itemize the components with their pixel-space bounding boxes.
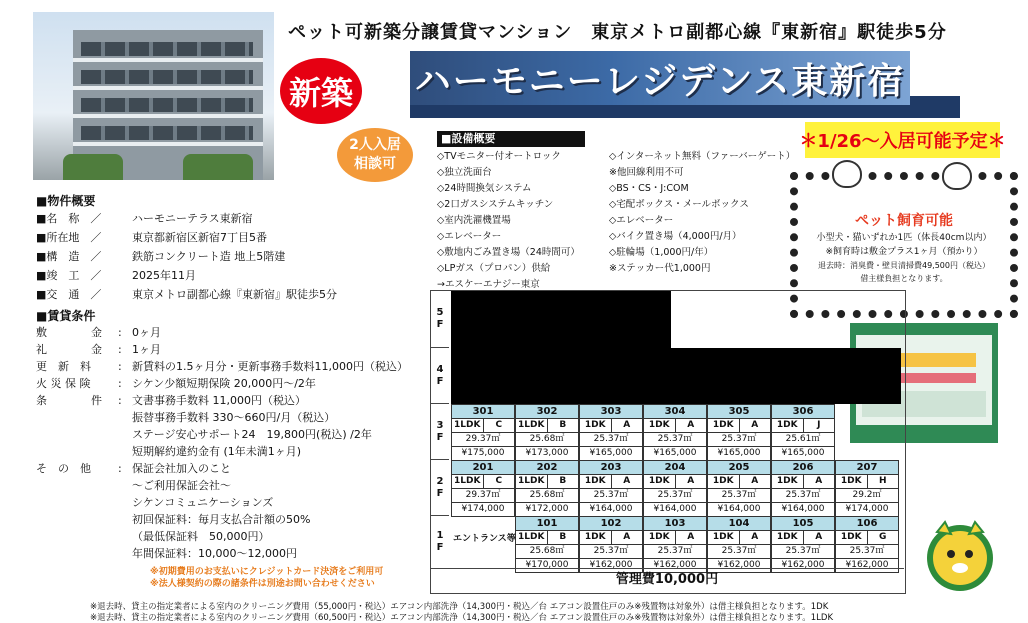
unit-rent: ¥170,000 — [515, 559, 579, 573]
property-name-banner: ハーモニーレジデンス東新宿 — [410, 51, 910, 105]
equipment-item: ◇エレベーター — [437, 231, 502, 242]
pet-title: ペット飼育可能 — [855, 213, 953, 229]
couple-badge — [337, 128, 413, 182]
equipment-item: ※他回線利用不可 — [609, 167, 684, 178]
unit-cell — [451, 404, 515, 461]
overview-row — [36, 286, 337, 305]
conditions-value: 文書事務手数料 11,000円（税込） — [132, 394, 306, 407]
unit-area: 25.37㎡ — [771, 489, 835, 503]
mascot-icon — [925, 518, 995, 596]
unit-number: 104 — [707, 516, 771, 531]
unit-number: 302 — [515, 404, 579, 419]
conditions-colon: : — [118, 326, 122, 339]
equipment-item: ◇室内洗濯機置場 — [437, 215, 511, 226]
equipment-item: →エスケーエナジー東京 — [437, 279, 540, 290]
equipment-section — [437, 131, 797, 290]
conditions-list — [36, 324, 408, 562]
unit-cell — [835, 460, 899, 517]
footer-note: ※退去時、貸主の指定業者による室内のクリーニング費用（60,500円・税込）エアコン内部洗浄（14,300円・税込／台 エアコン設置住戸のみ※残置物は対象外）は借主様負担となります。1LDK — [90, 613, 834, 623]
unit-number: 201 — [451, 460, 515, 475]
conditions-row — [36, 494, 408, 511]
unit-area: 25.37㎡ — [771, 545, 835, 559]
unit-layout: 1LDK C — [451, 475, 515, 489]
overview-label: ■竣 工 ／ — [36, 269, 102, 282]
unit-rent: ¥172,000 — [515, 503, 579, 517]
floor-table — [430, 290, 906, 594]
new-build-badge: 新築 — [280, 58, 362, 124]
overview-value: 東京都新宿区新宿7丁目5番 — [132, 231, 267, 244]
equipment-item: ◇LPガス（プロパン）供給 — [437, 263, 551, 274]
unit-rent: ¥175,000 — [451, 447, 515, 461]
unit-rent: ¥165,000 — [579, 447, 643, 461]
unit-rent: ¥165,000 — [771, 447, 835, 461]
overview-title: ■物件概要 — [36, 194, 96, 208]
equipment-left — [437, 149, 580, 293]
unit-rent: ¥174,000 — [835, 503, 899, 517]
conditions-row — [36, 528, 408, 545]
unit-rent: ¥165,000 — [707, 447, 771, 461]
unit-cell — [707, 460, 771, 517]
unit-cell — [771, 404, 835, 461]
overview-value: 2025年11月 — [132, 269, 196, 282]
unit-area: 29.37㎡ — [451, 433, 515, 447]
overview-value: ハーモニーテラス東新宿 — [132, 212, 253, 225]
couple-badge-line2: 相談可 — [354, 156, 396, 172]
conditions-row — [36, 477, 408, 494]
overview-value: 鉄筋コンクリート造 地上5階建 — [132, 250, 286, 263]
unit-layout: 1DK A — [643, 475, 707, 489]
overview-label: ■交 通 ／ — [36, 288, 102, 301]
floor-label: 2 F — [431, 460, 449, 516]
unit-rent: ¥173,000 — [515, 447, 579, 461]
unit-cell — [515, 404, 579, 461]
corporate-note: ※法人様契約の際の諸条件は別途お問い合わせください — [150, 579, 375, 589]
footer-note: ※退去時、貸主の指定業者による室内のクリーニング費用（55,000円・税込）エアコン内部洗浄（14,300円・税込／台 エアコン設置住戸のみ※残置物は対象外）は借主様負担となります。1DK — [90, 602, 829, 612]
unit-rent: ¥162,000 — [771, 559, 835, 573]
floor-label: 1 F — [431, 516, 449, 569]
unit-number: 304 — [643, 404, 707, 419]
unit-number: 306 — [771, 404, 835, 419]
unit-number: 105 — [771, 516, 835, 531]
unit-number: 305 — [707, 404, 771, 419]
conditions-value: 初回保証料：毎月支払合計額の50% — [132, 513, 311, 526]
unit-area: 25.37㎡ — [707, 433, 771, 447]
equipment-item: ◇敷地内ごみ置き場（24時間可） — [437, 247, 580, 258]
conditions-value: シケン少額短期保険 20,000円～/2年 — [132, 377, 316, 390]
unit-layout: 1DK A — [643, 531, 707, 545]
unit-cell — [771, 460, 835, 517]
headline: ペット可新築分譲賃貸マンション 東京メトロ副都心線『東新宿』駅徒歩5分 — [288, 22, 947, 43]
overview-label: ■名 称 ／ — [36, 212, 102, 225]
overview-row — [36, 267, 337, 286]
conditions-label: 火 災 保 険 — [36, 377, 91, 390]
conditions-title: ■賃貸条件 — [36, 309, 96, 323]
conditions-colon: : — [118, 360, 122, 373]
equipment-right — [609, 149, 795, 277]
conditions-value: ～ご利用保証会社～ — [132, 479, 231, 492]
cat-icon — [832, 160, 862, 188]
conditions-label: 礼 金 — [36, 343, 102, 356]
unit-rent: ¥162,000 — [835, 559, 899, 573]
unit-layout: 1DK A — [707, 475, 771, 489]
unit-cell — [579, 460, 643, 517]
conditions-value: 0ヶ月 — [132, 326, 161, 339]
cat-icon — [942, 162, 972, 190]
unit-cell — [515, 516, 579, 573]
unit-number: 102 — [579, 516, 643, 531]
unit-cell — [643, 404, 707, 461]
conditions-row — [36, 324, 408, 341]
unit-cell — [643, 516, 707, 573]
unit-number: 303 — [579, 404, 643, 419]
unit-cell — [451, 460, 515, 517]
conditions-value: 新賃料の1.5ヶ月分・更新事務手数料11,000円（税込） — [132, 360, 408, 373]
floor-label: 3 F — [431, 404, 449, 460]
unit-cell — [835, 516, 899, 573]
unit-layout: 1DK H — [835, 475, 899, 489]
unit-number: 103 — [643, 516, 707, 531]
unit-number: 204 — [643, 460, 707, 475]
equipment-item: ◇エレベーター — [609, 215, 674, 226]
pet-line: 借主様負担となります。 — [860, 274, 948, 283]
unit-cell — [579, 516, 643, 573]
conditions-label: 敷 金 — [36, 326, 102, 339]
unit-rent: ¥162,000 — [707, 559, 771, 573]
unit-cell — [707, 404, 771, 461]
conditions-row — [36, 511, 408, 528]
unit-layout: 1DK A — [707, 531, 771, 545]
conditions-row — [36, 341, 408, 358]
unit-area: 25.37㎡ — [643, 489, 707, 503]
overview-row — [36, 210, 337, 229]
couple-badge-line1: 2人入居 — [349, 137, 401, 153]
overview-list — [36, 210, 337, 305]
unit-area: 25.37㎡ — [707, 489, 771, 503]
entrance-label: エントランス等 — [453, 534, 516, 544]
overview-label: ■構 造 ／ — [36, 250, 102, 263]
equipment-item: ◇TVモニター付オートロック — [437, 151, 561, 162]
conditions-row — [36, 392, 408, 409]
unit-layout: 1DK A — [771, 475, 835, 489]
conditions-value: シケンコミュニケーションズ — [132, 496, 274, 509]
pet-line: ※飼育時は敷金プラス1ヶ月（預かり） — [825, 247, 983, 257]
management-fee: 管理費10,000円 — [430, 568, 904, 591]
conditions-colon: : — [118, 343, 122, 356]
redacted-block — [451, 348, 901, 404]
conditions-row — [36, 375, 408, 392]
conditions-row — [36, 358, 408, 375]
unit-area: 25.68㎡ — [515, 433, 579, 447]
equipment-item: ◇24時間換気システム — [437, 183, 532, 194]
unit-cell — [771, 516, 835, 573]
conditions-row — [36, 545, 408, 562]
unit-area: 25.37㎡ — [579, 489, 643, 503]
unit-area: 25.37㎡ — [643, 545, 707, 559]
conditions-value: 保証会社加入のこと — [132, 462, 231, 475]
unit-number: 203 — [579, 460, 643, 475]
unit-number: 202 — [515, 460, 579, 475]
unit-area: 25.37㎡ — [707, 545, 771, 559]
pet-line: 小型犬・猫いずれか1匹（体長40cm以内） — [816, 233, 992, 243]
equipment-title: ■設備概要 — [437, 131, 585, 147]
unit-area: 29.37㎡ — [451, 489, 515, 503]
conditions-label: 更 新 料 — [36, 360, 91, 373]
conditions-row — [36, 409, 408, 426]
unit-layout: 1DK A — [579, 419, 643, 433]
equipment-item: ◇バイク置き場（4,000円/月） — [609, 231, 742, 242]
unit-layout: 1LDK B — [515, 419, 579, 433]
equipment-item: ◇宅配ボックス・メールボックス — [609, 199, 749, 210]
unit-layout: 1LDK C — [451, 419, 515, 433]
unit-area: 25.37㎡ — [579, 433, 643, 447]
conditions-value: ステージ安心サポート24 19,800円(税込) /2年 — [132, 428, 372, 441]
unit-number: 207 — [835, 460, 899, 475]
building-photo — [33, 12, 274, 180]
conditions-row — [36, 460, 408, 477]
unit-layout: 1DK A — [579, 475, 643, 489]
unit-layout: 1DK G — [835, 531, 899, 545]
equipment-item: ◇2口ガスシステムキッチン — [437, 199, 554, 210]
unit-number: 101 — [515, 516, 579, 531]
conditions-row — [36, 426, 408, 443]
conditions-value: 年間保証料：10,000～12,000円 — [132, 547, 297, 560]
unit-cell — [515, 460, 579, 517]
equipment-item: ◇BS・CS・J:COM — [609, 183, 689, 194]
unit-number: 205 — [707, 460, 771, 475]
conditions-value: 振替事務手数料 330～660円/月（税込） — [132, 411, 336, 424]
unit-area: 29.2㎡ — [835, 489, 899, 503]
conditions-notes — [150, 566, 383, 590]
unit-layout: 1DK A — [643, 419, 707, 433]
unit-area: 25.37㎡ — [643, 433, 707, 447]
unit-rent: ¥164,000 — [707, 503, 771, 517]
unit-area: 25.68㎡ — [515, 489, 579, 503]
conditions-value: 1ヶ月 — [132, 343, 161, 356]
pet-line: 退去時：消臭費・壁貝清掃費49,500円（税込） — [818, 261, 990, 270]
conditions-colon: : — [118, 394, 122, 407]
unit-cell — [707, 516, 771, 573]
unit-rent: ¥164,000 — [643, 503, 707, 517]
unit-rent: ¥162,000 — [579, 559, 643, 573]
unit-layout: 1LDK B — [515, 531, 579, 545]
unit-rent: ¥164,000 — [579, 503, 643, 517]
unit-layout: 1LDK B — [515, 475, 579, 489]
conditions-colon: : — [118, 377, 122, 390]
unit-area: 25.37㎡ — [579, 545, 643, 559]
overview-row — [36, 229, 337, 248]
unit-area: 25.61㎡ — [771, 433, 835, 447]
unit-area: 25.68㎡ — [515, 545, 579, 559]
overview-row — [36, 248, 337, 267]
overview-label: ■所在地 ／ — [36, 231, 102, 244]
equipment-item: ◇駐輪場（1,000円/年） — [609, 247, 714, 258]
unit-rent: ¥165,000 — [643, 447, 707, 461]
unit-cell — [643, 460, 707, 517]
equipment-item: ※ステッカー代1,000円 — [609, 263, 711, 274]
unit-area: 25.37㎡ — [835, 545, 899, 559]
credit-card-note: ※初期費用のお支払いにクレジットカード決済をご利用可 — [150, 567, 384, 577]
unit-rent: ¥162,000 — [643, 559, 707, 573]
equipment-item: ◇独立洗面台 — [437, 167, 492, 178]
unit-layout: 1DK A — [707, 419, 771, 433]
conditions-value: 短期解約違約金有 (1年未満1ヶ月) — [132, 445, 302, 458]
unit-layout: 1DK A — [771, 531, 835, 545]
unit-rent: ¥164,000 — [771, 503, 835, 517]
conditions-value: （最低保証料 50,000円） — [132, 530, 270, 543]
overview-value: 東京メトロ副都心線『東新宿』駅徒歩5分 — [132, 288, 337, 301]
unit-number: 301 — [451, 404, 515, 419]
conditions-label: 条 件 — [36, 394, 102, 407]
conditions-row — [36, 443, 408, 460]
floor-label: 4 F — [431, 348, 449, 404]
unit-cell — [579, 404, 643, 461]
equipment-item: ◇インターネット無料（ファーバーゲート） — [609, 151, 796, 162]
conditions-colon: : — [118, 462, 122, 475]
unit-layout: 1DK J — [771, 419, 835, 433]
unit-number: 206 — [771, 460, 835, 475]
unit-rent: ¥174,000 — [451, 503, 515, 517]
unit-number: 106 — [835, 516, 899, 531]
move-in-date: ＊1/26～入居可能予定＊ — [805, 122, 1000, 158]
conditions-label: そ の 他 — [36, 462, 91, 475]
unit-layout: 1DK A — [579, 531, 643, 545]
floor-label: 5 F — [431, 291, 449, 348]
